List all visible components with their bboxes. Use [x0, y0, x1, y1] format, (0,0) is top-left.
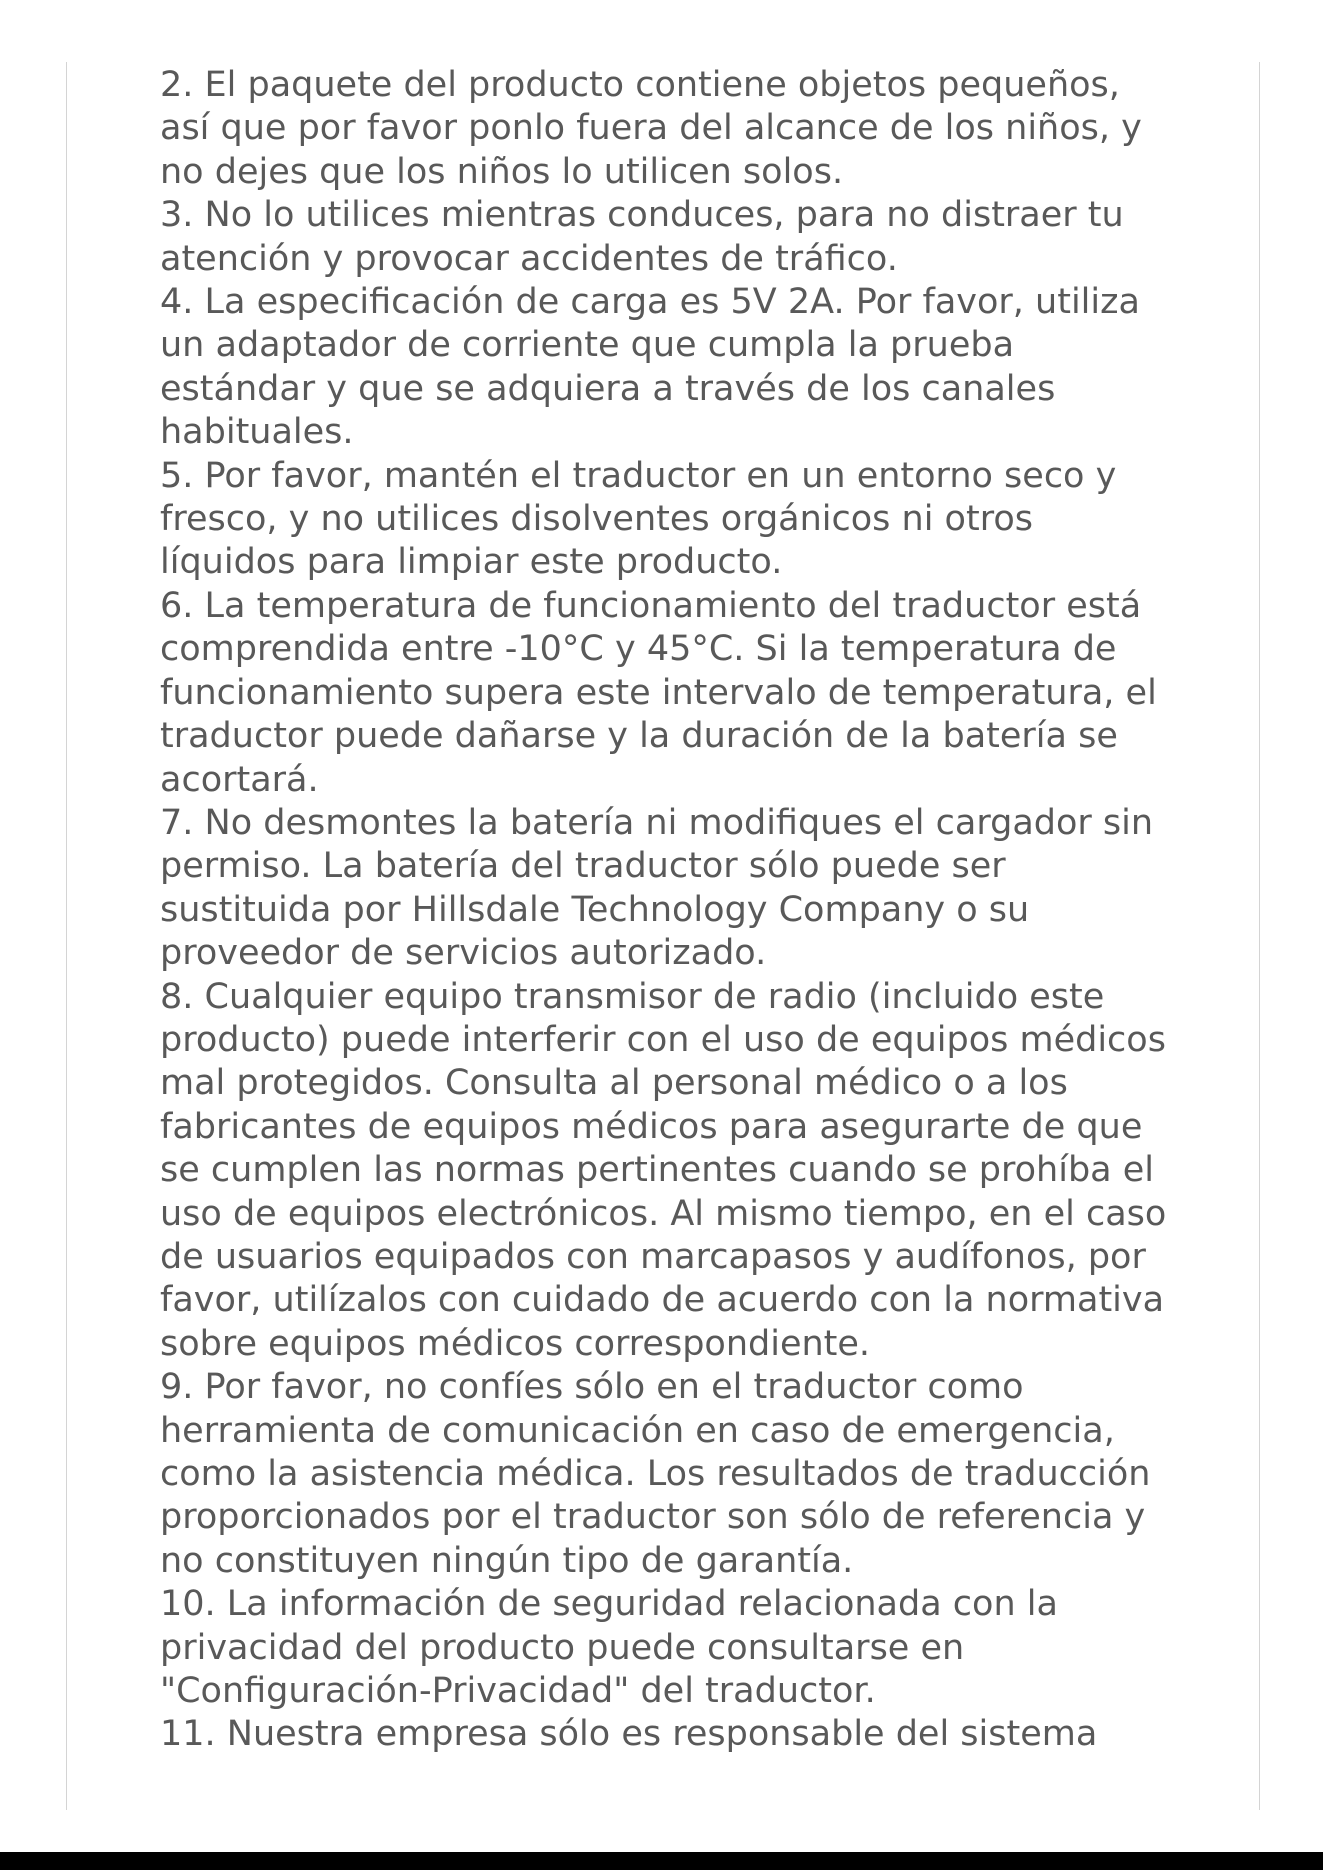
bottom-black-bar [0, 1852, 1323, 1870]
list-item-2: 2. El paquete del producto contiene objetos pequeños, así que por favor ponlo fuera del alcance de los niños, y no dejes que los niños lo utilicen solos. [160, 65, 1142, 192]
list-item-10: 10. La información de seguridad relacionada con la privacidad del producto puede consultarse en "Configuración-Privacidad" del traductor. [160, 1584, 1058, 1712]
list-item-9: 9. Por favor, no confíes sólo en el traductor como herramienta de comunicación en caso de emergencia, como la asistencia médica. Los resultados de traducción proporcionados por el traductor son sólo de referencia y no constituyen ningún tipo de garantía. [160, 1367, 1151, 1581]
right-margin-rule [1259, 62, 1260, 1810]
list-item-3: 3. No lo utilices mientras conduces, para no distraer tu atención y provocar accidentes de tráfico. [160, 195, 1124, 279]
list-item-5: 5. Por favor, mantén el traductor en un entorno seco y fresco, y no utilices disolventes orgánicos ni otros líquidos para limpiar este producto. [160, 455, 1117, 583]
left-margin-rule [66, 62, 67, 1810]
list-item-4: 4. La especificación de carga es 5V 2A. Por favor, utiliza un adaptador de corriente que cumpla la prueba estándar y que se adquiera a través de los canales habituales. [160, 282, 1140, 453]
list-item-8: 8. Cualquier equipo transmisor de radio (incluido este producto) puede interferir con el uso de equipos médicos mal protegidos. Consulta al personal médico o a los fabricantes de equipos médicos para asegurarte de que se cumplen las normas pertinentes cuando se prohíba el uso de equipos electrónicos. Al mismo tiempo, en el caso de usuarios equipados con marcapasos y audífonos, por favor, utilízalos con cuidado de acuerdo con la normativa sobre equipos médicos correspondiente. [160, 976, 1167, 1364]
list-item-11: 11. Nuestra empresa sólo es responsable del sistema [160, 1714, 1098, 1755]
safety-instructions-list [160, 64, 1170, 1810]
list-item-7: 7. No desmontes la batería ni modifiques el cargador sin permiso. La batería del traductor sólo puede ser sustituida por Hillsdale Technology Company o su proveedor de servicios autorizado. [160, 802, 1154, 974]
list-item-6: 6. La temperatura de funcionamiento del traductor está comprendida entre -10°C y 45°C. Si la temperatura de funcionamiento supera este intervalo de temperatura, el traductor puede dañarse y la duración de la batería se acortará. [160, 585, 1157, 800]
